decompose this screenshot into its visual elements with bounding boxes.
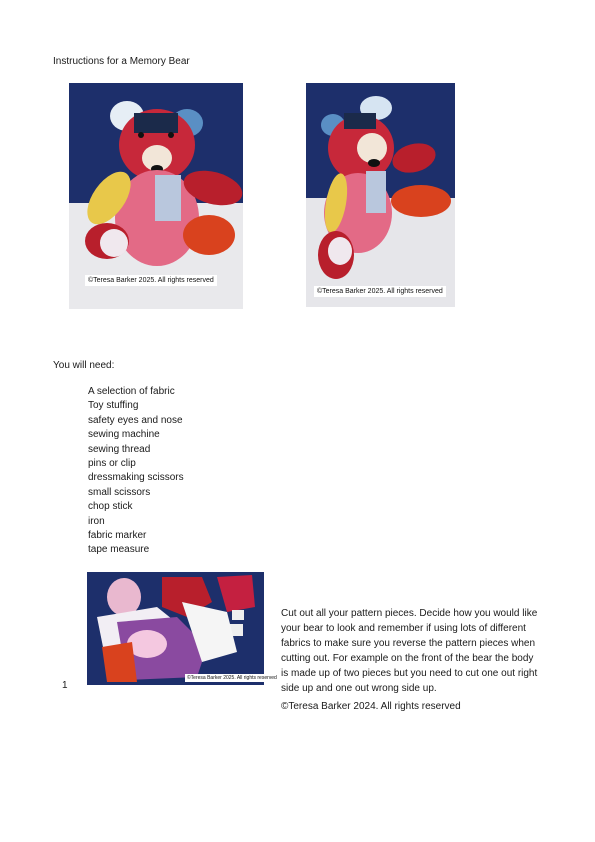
list-item: sewing thread [88, 443, 151, 455]
step-instructions: Cut out all your pattern pieces. Decide how you would like your bear to look and remember if using lots of different fabrics to make sure you reverse the pattern pieces when cutting out. For example on the front of the bear the body is made up of two pieces but you need to cut one out right side up and one out wrong side up. [281, 608, 538, 694]
list-item: chop stick [88, 501, 133, 513]
pattern-pieces-illustration [87, 572, 264, 685]
list-item: iron [88, 515, 105, 527]
bear-photo-front [69, 83, 243, 309]
page-number: 1 [62, 680, 68, 691]
list-item: fabric marker [88, 530, 147, 542]
bear-photo-side [306, 83, 455, 307]
bear-side-illustration [306, 83, 455, 307]
list-item: dressmaking scissors [88, 472, 184, 484]
materials-heading: You will need: [53, 360, 115, 371]
copyright-notice: ©Teresa Barker 2024. All rights reserved [281, 701, 461, 712]
list-item: Toy stuffing [88, 400, 139, 412]
pattern-pieces-photo [87, 572, 277, 685]
document-title: Instructions for a Memory Bear [53, 56, 190, 67]
list-item: pins or clip [88, 458, 136, 470]
list-item: A selection of fabric [88, 386, 175, 397]
photo-caption: ©Teresa Barker 2025. All rights reserved [314, 286, 446, 297]
photo-caption: ©Teresa Barker 2025. All rights reserved [187, 675, 277, 681]
list-item: sewing machine [88, 429, 160, 441]
materials-list [88, 385, 184, 558]
list-item: small scissors [88, 486, 151, 498]
photo-caption: ©Teresa Barker 2025. All rights reserved [85, 275, 217, 286]
list-item: tape measure [88, 544, 150, 556]
list-item: safety eyes and nose [88, 414, 183, 426]
